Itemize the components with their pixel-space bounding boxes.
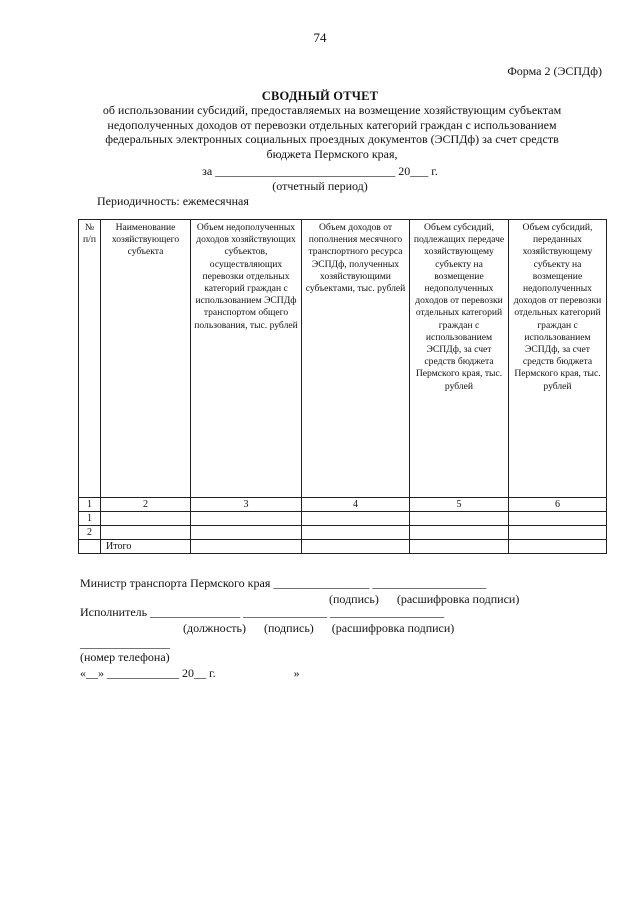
column-number-cell: 4 [302,498,410,512]
header-cell-resource-income: Объем доходов от пополнения месячного транспортного ресурса ЭСПДф, полученных хозяйствующими субъектами, тыс. рублей [302,220,410,498]
table-cell: 2 [79,526,101,540]
subtitle-line: федеральных электронных социальных проездных документов (ЭСПДф) за счет средств [105,132,559,147]
table-total-row [79,540,607,554]
table-cell [79,540,101,554]
document-title: СВОДНЫЙ ОТЧЕТ [261,89,379,103]
table-cell [101,526,191,540]
table-cell [101,512,191,526]
total-label: Итого [101,540,191,554]
minister-signature-captions: (подпись) (расшифровка подписи) [329,592,520,606]
reporting-period-caption: (отчетный период) [272,179,368,193]
subtitle-line: недополученных доходов от перевозки отдельных категорий граждан с использованием [107,117,557,132]
header-cell-subsidies-transferred: Объем субсидий, переданных хозяйствующему субъекту на возмещение недополученных доходов от перевозки отдельных категорий граждан с использованием ЭСПДф, за счет средств бюджета Пермского края, тыс. рублей [509,220,607,498]
table-cell [509,540,607,554]
header-cell-lost-income: Объем недополученных доходов хозяйствующих субъектов, осуществляющих перевозки отдельных категорий граждан с использованием ЭСПДф транспортом общего пользования, тыс. рублей [191,220,302,498]
column-number-cell: 6 [509,498,607,512]
page-number: 74 [313,30,327,45]
table-cell [191,512,302,526]
header-cell-entity-name: Наименование хозяйствующего субъекта [101,220,191,498]
header-cell-number: № п/п [79,220,101,498]
table-cell [302,540,410,554]
form-label: Форма 2 (ЭСПДф) [507,64,602,78]
table-cell: 1 [79,512,101,526]
table-cell [191,540,302,554]
column-number-row [79,498,607,512]
table-header-row [79,220,607,498]
table-cell [191,526,302,540]
subtitle-line: бюджета Пермского края, [266,146,398,161]
table-cell [509,512,607,526]
header-cell-subsidies-due: Объем субсидий, подлежащих передаче хозяйствующему субъекту на возмещение недополученных доходов от перевозки отдельных категорий граждан с использованием ЭСПДф, за счет средств бюджета Пермского края, тыс. рублей [410,220,509,498]
table-cell [302,526,410,540]
column-number-cell: 5 [410,498,509,512]
table-cell [410,540,509,554]
column-number-cell: 1 [79,498,101,512]
table-row [79,526,607,540]
column-number-cell: 3 [191,498,302,512]
report-table [78,219,607,554]
minister-signature-line: Министр транспорта Пермского края ________________ ___________________ [80,576,487,590]
executor-signature-captions: (должность) (подпись) (расшифровка подписи) [183,621,455,635]
document-subtitle [70,103,594,161]
table-cell [509,526,607,540]
table-cell [302,512,410,526]
executor-signature-line: Исполнитель _______________ ______________ ___________________ [80,605,445,619]
periodicity: Периодичность: ежемесячная [97,194,249,208]
subtitle-line: об использовании субсидий, предоставляемых на возмещение хозяйствующим субъектам [102,103,562,117]
table-cell [410,512,509,526]
date-line: «__» ____________ 20__ г. » [80,666,300,680]
phone-line: _______________ [80,636,170,650]
phone-caption: (номер телефона) [80,650,170,664]
reporting-period-line: за ______________________________ 20___ г. [202,164,438,178]
table-row [79,512,607,526]
column-number-cell: 2 [101,498,191,512]
table-cell [410,526,509,540]
